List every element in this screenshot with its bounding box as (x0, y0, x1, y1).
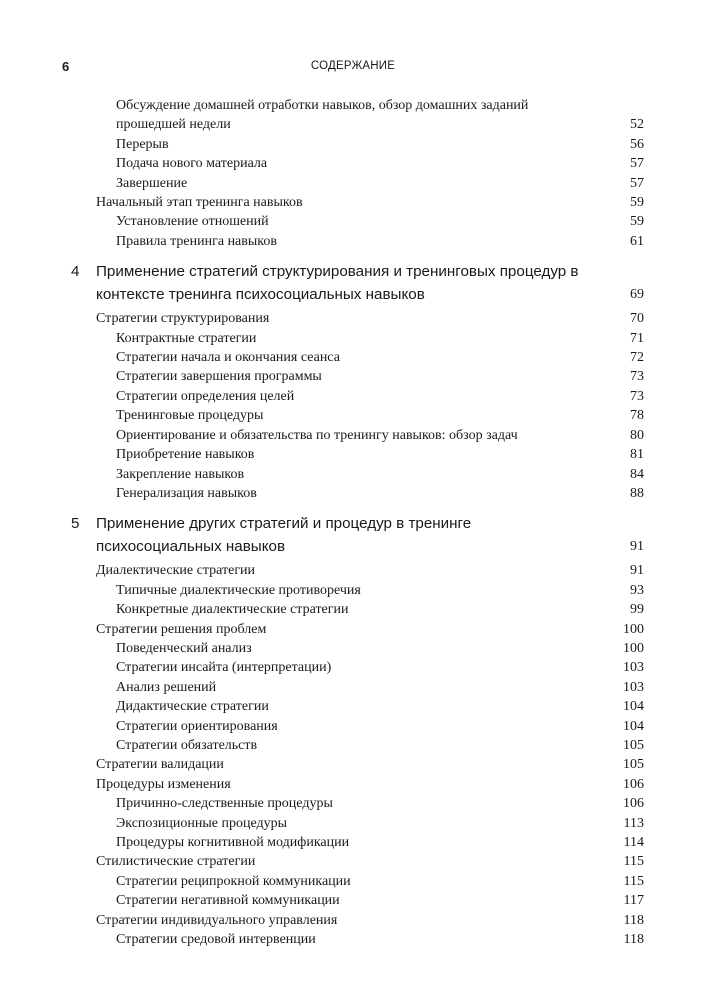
entry-title: Установление отношений (116, 214, 269, 230)
toc-subsection-entry (96, 174, 644, 193)
entry-title: Стратегии решения проблем (96, 621, 267, 637)
chapter-number: 4 (71, 263, 80, 281)
entry-title: Применение стратегий структурирования и тренинговых процедур в контексте тренинга психосоциальных навыков (96, 263, 579, 304)
toc-subsection-entry (96, 232, 644, 251)
entry-title: Причинно-следственные процедуры (116, 796, 333, 812)
toc-subsection-entry (96, 697, 644, 716)
page-number: 6 (62, 59, 70, 74)
chapter-heading (71, 260, 644, 306)
toc-subsection-entry (96, 465, 644, 484)
entry-page-number: 73 (630, 369, 644, 385)
toc-section-entry (96, 309, 644, 328)
entry-title: Тренинговые процедуры (116, 408, 264, 424)
entry-title: Приобретение навыков (116, 447, 255, 463)
entry-page-number: 59 (630, 195, 644, 211)
toc-subsection-entry (96, 212, 644, 231)
entry-page-number: 78 (630, 408, 644, 424)
entry-page-number: 93 (630, 582, 644, 598)
toc-subsection-entry (96, 406, 644, 425)
entry-page-number: 105 (623, 737, 644, 753)
entry-title: Правила тренинга навыков (116, 233, 277, 249)
entry-page-number: 100 (623, 621, 644, 637)
entry-title: Перерыв (116, 136, 169, 152)
toc-subsection-entry (96, 736, 644, 755)
toc-section-entry (96, 852, 644, 871)
entry-page-number: 115 (623, 873, 644, 889)
entry-title: Стратегии завершения программы (116, 369, 322, 385)
entry-page-number: 106 (623, 796, 644, 812)
entry-title: Контрактные стратегии (116, 330, 257, 346)
entry-title: Поведенческий анализ (116, 640, 252, 656)
toc-subsection-entry (96, 348, 644, 367)
toc-section-entry (96, 561, 644, 580)
entry-page-number: 59 (630, 214, 644, 230)
entry-page-number: 117 (623, 893, 644, 909)
entry-page-number: 113 (623, 815, 644, 831)
entry-page-number: 106 (623, 776, 644, 792)
toc-section-entry (96, 193, 644, 212)
toc-subsection-entry (96, 658, 644, 677)
entry-title: Стратегии обязательств (116, 737, 258, 753)
entry-page-number: 57 (630, 156, 644, 172)
entry-title: Процедуры изменения (96, 776, 231, 792)
entry-page-number: 99 (630, 602, 644, 618)
entry-title: Стратегии определения целей (116, 388, 295, 404)
toc-subsection-entry (96, 329, 644, 348)
table-of-contents (71, 96, 644, 949)
entry-page-number: 115 (623, 854, 644, 870)
entry-title: Ориентирование и обязательства по тренингу навыков: обзор задач (116, 427, 518, 443)
entry-title: Анализ решений (116, 679, 217, 695)
entry-title: Диалектические стратегии (96, 563, 256, 579)
toc-subsection-entry (96, 484, 644, 503)
toc-subsection-entry (96, 814, 644, 833)
entry-title: Экспозиционные процедуры (116, 815, 288, 831)
entry-title: Типичные диалектические противоречия (116, 582, 361, 598)
toc-subsection-entry (96, 930, 644, 949)
running-head: СОДЕРЖАНИЕ (310, 60, 396, 72)
entry-title: Стратегии ориентирования (116, 718, 278, 734)
toc-subsection-entry (96, 426, 644, 445)
entry-page-number: 118 (623, 932, 644, 948)
toc-subsection-entry (96, 387, 644, 406)
entry-page-number: 104 (623, 718, 644, 734)
entry-title: Завершение (116, 175, 188, 191)
toc-subsection-entry (96, 794, 644, 813)
entry-title: Конкретные диалектические стратегии (116, 602, 349, 618)
toc-subsection-entry (96, 135, 644, 154)
toc-subsection-entry (96, 581, 644, 600)
toc-subsection-entry (96, 600, 644, 619)
entry-title: Дидактические стратегии (116, 699, 269, 715)
entry-title: Обсуждение домашней отработки навыков, обзор домашних заданий прошедшей недели (116, 98, 529, 133)
toc-subsection-entry (96, 891, 644, 910)
entry-page-number: 81 (630, 447, 644, 463)
toc-subsection-entry (96, 445, 644, 464)
entry-title: Начальный этап тренинга навыков (96, 195, 303, 211)
entry-title: Стратегии начала и окончания сеанса (116, 350, 340, 366)
toc-subsection-entry (96, 154, 644, 173)
entry-page-number: 114 (623, 835, 644, 850)
entry-title: Процедуры когнитивной модификации (116, 835, 350, 850)
entry-title: Стратегии средовой интервенции (116, 932, 316, 948)
entry-page-number: 103 (623, 679, 644, 695)
entry-title: Стратегии индивидуального управления (96, 912, 338, 928)
entry-page-number: 84 (630, 466, 644, 482)
toc-subsection-entry (96, 367, 644, 386)
toc-subsection-entry (96, 96, 644, 135)
entry-title: Стратегии негативной коммуникации (116, 893, 340, 909)
entry-title: Стратегии реципрокной коммуникации (116, 873, 351, 889)
entry-page-number: 100 (623, 640, 644, 656)
entry-page-number: 70 (630, 311, 644, 327)
chapter-heading (71, 512, 644, 558)
entry-page-number: 71 (630, 330, 644, 346)
entry-page-number: 56 (630, 136, 644, 152)
entry-page-number: 73 (630, 388, 644, 404)
toc-subsection-entry (96, 872, 644, 891)
toc-section-entry (96, 755, 644, 774)
entry-title: Стилистические стратегии (96, 854, 256, 870)
entry-page-number: 104 (623, 699, 644, 715)
toc-section-entry (96, 620, 644, 639)
entry-title: Стратегии валидации (96, 757, 224, 773)
entry-page-number: 103 (623, 660, 644, 676)
entry-page-number: 52 (630, 117, 644, 133)
entry-title: Стратегии структурирования (96, 311, 270, 327)
toc-section-entry (96, 775, 644, 794)
entry-title: Генерализация навыков (116, 485, 257, 501)
toc-subsection-entry (96, 717, 644, 736)
toc-subsection-entry (96, 833, 644, 852)
entry-page-number: 72 (630, 350, 644, 366)
toc-section-entry (96, 911, 644, 930)
entry-title: Применение других стратегий и процедур в тренинге психосоциальных навыков (96, 515, 472, 556)
entry-title: Закрепление навыков (116, 466, 245, 482)
entry-page-number: 80 (630, 427, 644, 443)
entry-title: Подача нового материала (116, 156, 268, 172)
entry-title: Стратегии инсайта (интерпретации) (116, 660, 332, 676)
toc-subsection-entry (96, 678, 644, 697)
entry-page-number: 118 (623, 912, 644, 928)
toc-subsection-entry (96, 639, 644, 658)
entry-page-number: 91 (630, 539, 644, 555)
entry-page-number: 57 (630, 175, 644, 191)
chapter-number: 5 (71, 515, 80, 533)
entry-page-number: 69 (630, 287, 644, 303)
entry-page-number: 91 (630, 563, 644, 579)
entry-page-number: 88 (630, 485, 644, 501)
entry-page-number: 105 (623, 757, 644, 773)
entry-page-number: 61 (630, 233, 644, 249)
